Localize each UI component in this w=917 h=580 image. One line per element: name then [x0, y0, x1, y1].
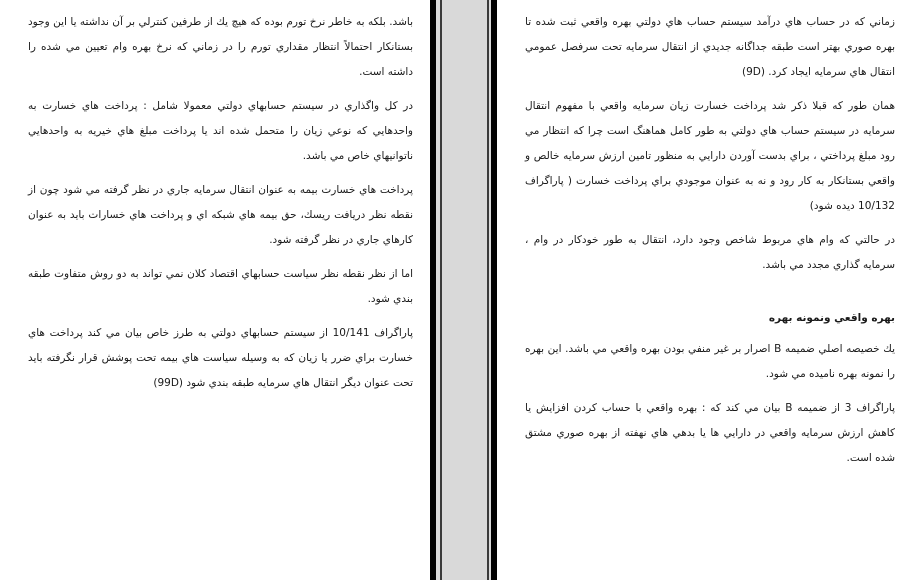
page-text-column [525, 10, 895, 480]
paragraph: پاراگراف 3 از ضميمه B بيان مي كند كه : بهره واقعي با حساب كردن افزايش يا كاهش ارزش سرمايه واقعي در دارايي ها يا بدهي هاي نهفته از بهره صوري مشتق شده است. [525, 402, 896, 464]
document-page-left [0, 0, 430, 580]
document-page-right [497, 0, 917, 580]
paragraph: پاراگراف 10/141 از سيستم حسابهاي دولتي به طرز خاص بيان مي كند پرداخت هاي خسارت براي ضرر يا زيان كه به وسيله سياست هاي بيمه تحت پوشش قرار نگرفته بايد تحت عنوان ديگر انتقال هاي سرمايه طبقه بندي شود (99D) [28, 327, 413, 389]
paragraph: زماني كه در حساب هاي درآمد سيستم حساب هاي دولتي بهره واقعي ثبت شده تا بهره صوري بهتر است طبقه جداگانه جديدي از انتقال سرمايه تحت سرفصل عمومي انتقال هاي سرمايه ايجاد كرد. (9D) [525, 16, 895, 78]
paragraph: يك خصيصه اصلي ضميمه B اصرار بر غير منفي بودن بهره واقعي مي باشد. اين بهره را نمونه بهره ناميده مي شود. [525, 343, 895, 380]
paragraph: در كل واگذاري در سيستم حسابهاي دولتي معمولا شامل : پرداخت هاي خسارت به واحدهايي كه نوعي زيان را متحمل شده اند يا پرداخت مبلغ هاي خيريه به واحدهايي ناتوانيهاي خاص مي باشد. [28, 100, 413, 162]
paragraph: همان طور كه قبلا ذكر شد پرداخت خسارت زيان سرمايه واقعي با مفهوم انتقال سرمايه در سيستم حساب هاي دولتي به طور كامل هماهنگ است چرا كه انتظار مي رود مبلغ پرداختي ، براي بدست آوردن دارايي به منظور تامين ارزش سرمايه خالص و واقعي بستانكار به كار رود و نه به عنوان موجودي براي پرداخت خسارت ( پاراگراف 10/132 ديده شود) [525, 100, 895, 212]
paragraph: پرداخت هاي خسارت بيمه به عنوان انتقال سرمايه جاري در نظر گرفته مي شود چون از نقطه نظر دريافت ريسك، حق بيمه هاي شبكه اي و پرداخت هاي خسارات بايد به عنوان كارهاي جاري در نظر گرفته شود. [28, 184, 413, 246]
paragraph: باشد. بلكه به خاطر نرخ تورم بوده كه هيچ يك از طرفين كنترلي بر آن نداشته يا اين وجود بستانكار احتمالاً انتظار مقداري تورم را در زماني كه نرخ بهره وام تعيين مي شده را داشته است. [28, 16, 413, 78]
page-text-column [28, 10, 413, 405]
paragraph: اما از نظر نقطه نظر سياست حسابهاي اقتصاد كلان نمي تواند به دو روش متفاوت طبقه بندي شود. [28, 268, 413, 305]
section-heading: بهره واقعي ونمونه بهره [768, 312, 895, 324]
page-border [430, 0, 436, 580]
page-border [487, 0, 489, 580]
page-border [440, 0, 442, 580]
paragraph: در حالتي كه وام هاي مربوط شاخص وجود دارد، انتقال به طور خودكار در وام ، سرمايه گذاري مجدد مي باشد. [525, 234, 895, 271]
